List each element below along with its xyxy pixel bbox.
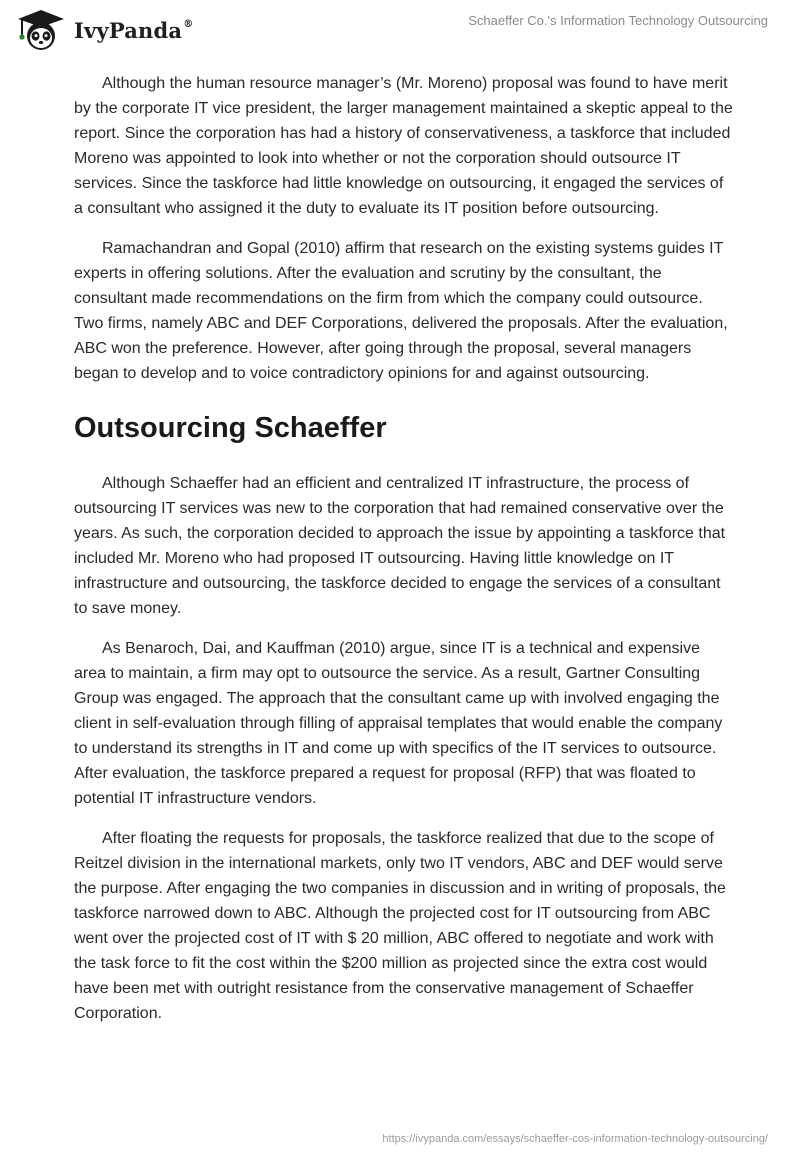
paragraph: Although the human resource manager’s (Mr. Moreno) proposal was found to have merit by the corporate IT vice president, the larger management maintained a skeptic appeal to the report. Since the corporation has had a history of conservativeness, a taskforce that included Moreno was appointed to look into whether or not the corporation should outsource IT services. Since the taskforce had little knowledge on outsourcing, it engaged the services of a consultant who assigned it the duty to evaluate its IT position before outsourcing. bbox=[74, 75, 733, 217]
source-url: https://ivypanda.com/essays/schaeffer-cos-information-technology-outsourcing/ bbox=[382, 1133, 768, 1145]
paragraph: After floating the requests for proposals, the taskforce realized that due to the scope of Reitzel division in the international markets, only two IT vendors, ABC and DEF would serve the purpose. After engaging the two companies in discussion and in writing of proposals, the taskforce narrowed down to ABC. Although the projected cost for IT outsourcing from ABC went over the projected cost of IT with $ 20 million, ABC offered to negotiate and work with the task force to fit the cost within the $200 million as projected since the extra cost would have been met with outright resistance from the conservative management of Schaeffer Corporation. bbox=[74, 830, 726, 1022]
document-title: Schaeffer Co.'s Information Technology Outsourcing bbox=[468, 13, 768, 28]
panda-graduate-icon bbox=[14, 8, 68, 52]
paragraph: Although Schaeffer had an efficient and centralized IT infrastructure, the process of outsourcing IT services was new to the corporation that had remained conservative over the years. As such, the corporation decided to approach the issue by appointing a taskforce that included Mr. Moreno who had proposed IT outsourcing. Having little knowledge on IT infrastructure and outsourcing, the taskforce decided to engage the services of a consultant to save money. bbox=[74, 475, 726, 617]
paragraph: As Benaroch, Dai, and Kauffman (2010) argue, since IT is a technical and expensive area to maintain, a firm may opt to outsource the service. As a result, Gartner Consulting Group was engaged. The approach that the consultant came up with involved engaging the client in self-evaluation through filling of appraisal templates that would enable the company to understand its strengths in IT and come up with specifics of the IT services to outsource. After evaluation, the taskforce prepared a request for proposal (RFP) that was floated to potential IT infrastructure vendors. bbox=[74, 640, 723, 807]
ivypanda-logo[interactable] bbox=[14, 8, 193, 52]
essay-content bbox=[74, 71, 734, 1041]
page-header bbox=[0, 0, 800, 60]
paragraph: Ramachandran and Gopal (2010) affirm that research on the existing systems guides IT experts in offering solutions. After the evaluation and scrutiny by the consultant, the consultant made recommendations on the firm from which the company could outsource. Two firms, namely ABC and DEF Corporations, delivered the proposals. After the evaluation, ABC won the preference. However, after going through the proposal, several managers began to develop and to voice contradictory opinions for and against outsourcing. bbox=[74, 240, 728, 382]
brand-name: IvyPanda® bbox=[74, 17, 194, 43]
section-heading: Outsourcing Schaeffer bbox=[74, 412, 387, 444]
